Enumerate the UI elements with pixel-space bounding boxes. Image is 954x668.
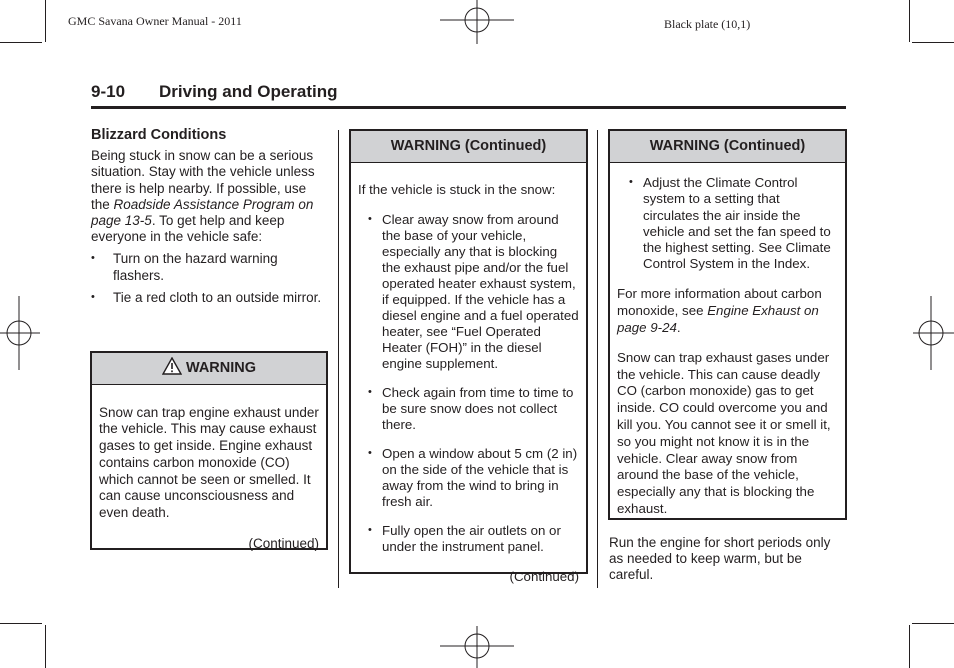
warning-box-2 <box>349 129 588 584</box>
intro-paragraph: Being stuck in snow can be a serious situation. Stay with the vehicle unless there is help nearby. If possible, use the Roadside Assistance Program on page 13-5. To get help and keep everyone in the vehicle safe: <box>91 148 315 245</box>
continued-label: (Continued) <box>509 568 579 584</box>
bullet-icon: • <box>368 385 372 398</box>
warning-body <box>351 163 586 602</box>
column-divider <box>597 130 598 588</box>
bullet-icon: • <box>91 290 95 303</box>
subsection-heading: Blizzard Conditions <box>91 127 227 143</box>
warning-header: WARNING (Continued) <box>351 131 586 163</box>
warning-box-1 <box>90 351 328 550</box>
list-item: • Turn on the hazard warning flashers. <box>91 251 278 283</box>
list-item: • Adjust the Climate Control system to a setting that circulates the air inside the vehicle and set the fan speed to the highest setting. See Climate Control System in the Index. <box>629 175 831 272</box>
warning-triangle-icon <box>162 357 182 375</box>
warning-body <box>610 163 845 535</box>
continued-label: (Continued) <box>248 535 319 551</box>
more-info-paragraph: For more information about carbon monoxide, see Engine Exhaust on page 9-24. <box>617 286 822 335</box>
list-item: • Clear away snow from around the base of your vehicle, especially any that is blocking the exhaust pipe and/or the fuel operated heater exhaust system, if equipped. If the vehicle has a diesel engine and a fuel operated heater, see “Fuel Operated Heater (FOH)” in the diesel engine supplement. <box>368 211 579 371</box>
plate-label: Black plate (10,1) <box>664 17 751 31</box>
engine-exhaust-reference: Engine Exhaust on page 9-24 <box>617 302 819 335</box>
registration-mark-bottom <box>440 626 514 668</box>
warning-body: Snow can trap engine exhaust under the vehicle. This may cause exhaust gases to get inside. Engine exhaust contains carbon monoxide (CO) which cannot be seen or smelled. It can cause unconsciousness and even death. (Continued) <box>99 404 319 551</box>
bullet-icon: • <box>629 176 633 188</box>
registration-mark-left <box>0 296 40 370</box>
warning-title: WARNING <box>185 360 257 376</box>
bullet-icon: • <box>368 447 372 460</box>
snow-paragraph: Snow can trap exhaust gases under the vehicle. This can cause deadly CO (carbon monoxide) gas to get inside. CO could overcome you and kill you. You cannot see it or smell it, so you might not know it is in the vehicle. Clear away snow from around the base of the vehicle, especially any that is blocking the exhaust. <box>617 349 831 516</box>
warning-header <box>92 353 326 385</box>
bullet-icon: • <box>368 212 372 225</box>
page-number: 9-10 <box>91 82 126 101</box>
list-item: • Tie a red cloth to an outside mirror. <box>91 289 322 305</box>
section-title: Driving and Operating <box>159 82 338 101</box>
list-item: • Check again from time to time to be sure snow does not collect there. <box>368 384 574 432</box>
warning-header: WARNING (Continued) <box>610 131 845 163</box>
warning-lead: If the vehicle is stuck in the snow: <box>358 182 556 198</box>
bullet-icon: • <box>368 524 372 537</box>
warning-box-3 <box>608 129 847 520</box>
manual-title: GMC Savana Owner Manual - 2011 <box>68 14 242 28</box>
bullet-icon: • <box>91 252 95 265</box>
list-item: • Open a window about 5 cm (2 in) on the side of the vehicle that is away from the wind to bring in fresh air. <box>368 446 578 510</box>
registration-mark-top <box>440 0 514 44</box>
column-divider <box>338 130 339 588</box>
closing-paragraph: Run the engine for short periods only as needed to keep warm, but be careful. <box>609 535 831 583</box>
list-item: • Fully open the air outlets on or under the instrument panel. <box>368 523 561 555</box>
roadside-reference: Roadside Assistance Program on page 13-5 <box>91 196 314 229</box>
section-header <box>91 80 846 109</box>
column-1 <box>91 127 328 306</box>
registration-mark-right <box>913 296 954 370</box>
